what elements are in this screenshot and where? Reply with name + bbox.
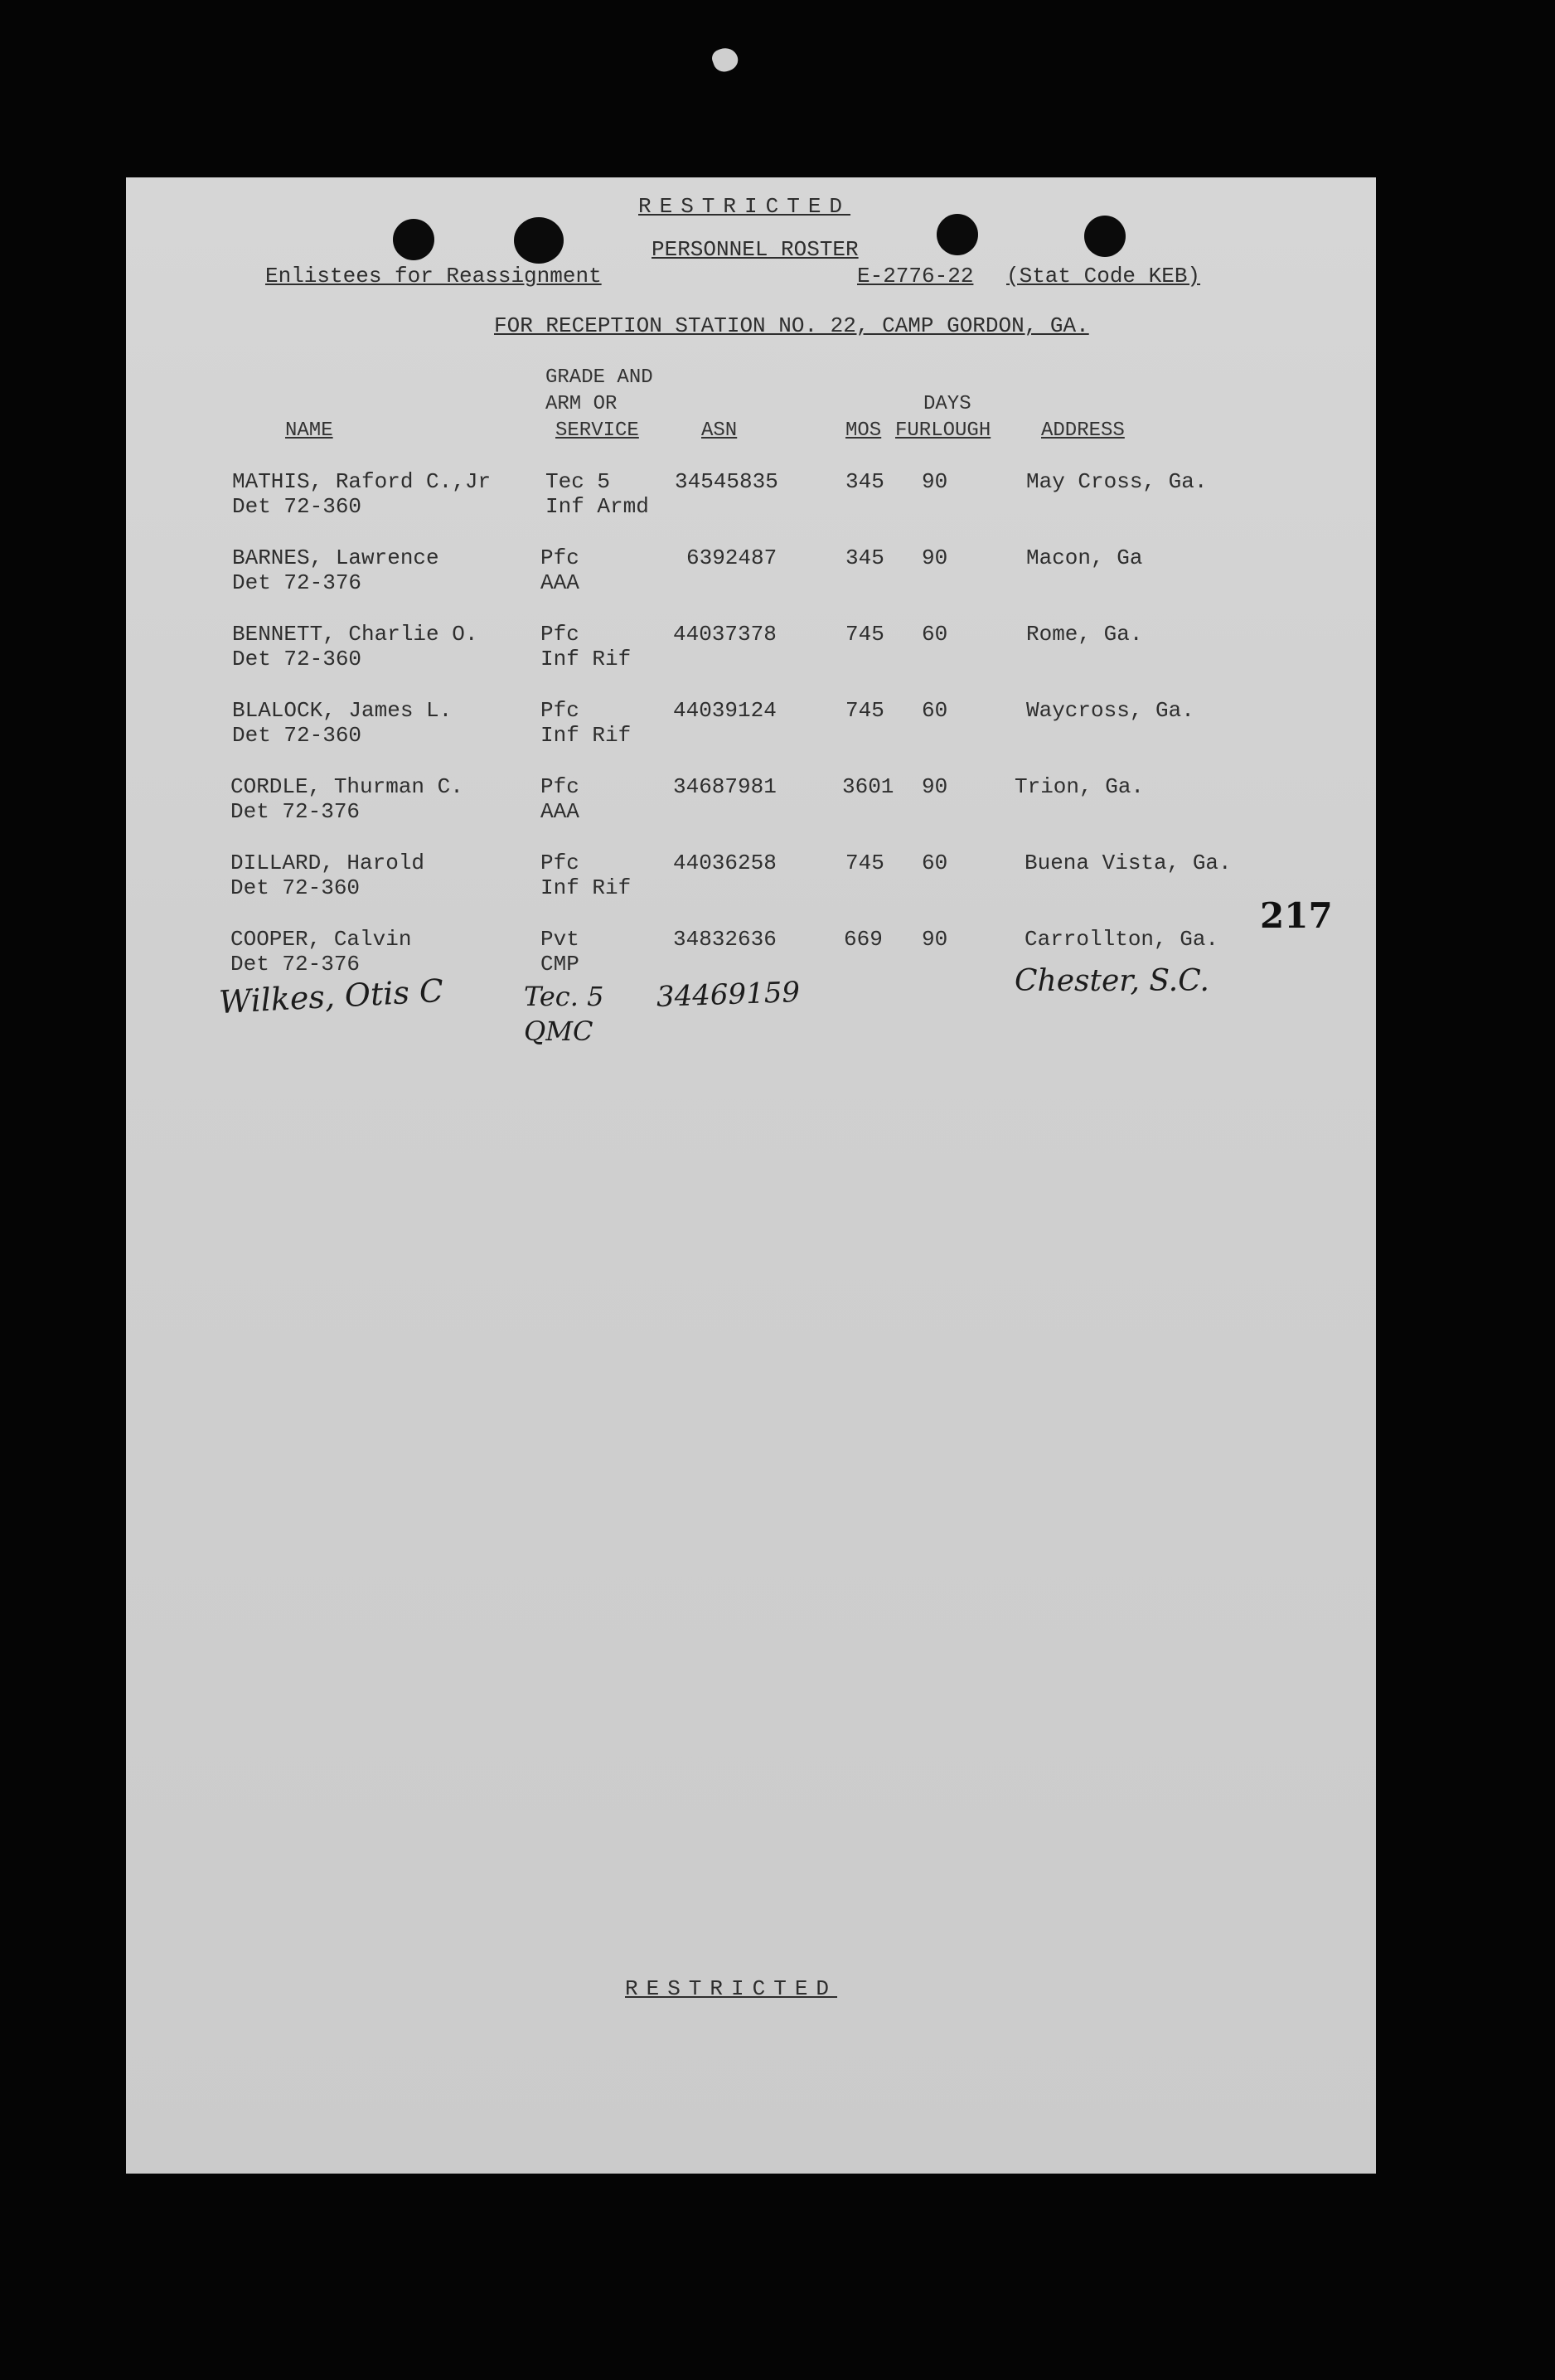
col-header-mos: MOS <box>845 419 882 442</box>
row-mos: 745 <box>845 622 884 647</box>
paper-tab <box>710 45 741 75</box>
row-det: Det 72-360 <box>230 875 361 900</box>
row-name: BLALOCK, James L. <box>232 698 453 723</box>
document-title: PERSONNEL ROSTER <box>652 237 859 262</box>
row-arm: AAA <box>540 799 579 824</box>
row-name: MATHIS, Raford C.,Jr <box>232 469 492 494</box>
row-mos: 745 <box>845 698 884 723</box>
row-arm: Inf Rif <box>540 723 632 748</box>
col-header-address: ADDRESS <box>1041 419 1125 442</box>
row-det: Det 72-360 <box>232 647 362 671</box>
row-asn: 44037378 <box>673 622 777 647</box>
col-header-name: NAME <box>285 419 333 442</box>
row-name: BARNES, Lawrence <box>232 545 439 570</box>
row-mos: 669 <box>844 927 883 952</box>
row-address: Waycross, Ga. <box>1026 698 1194 723</box>
row-arm: Inf Rif <box>540 875 632 900</box>
row-asn: 34687981 <box>673 774 777 799</box>
row-det: Det 72-376 <box>232 570 362 595</box>
col-header-asn: ASN <box>701 419 738 442</box>
handwritten-address: Chester, S.C. <box>1015 964 1209 998</box>
subtitle-left: Enlistees for Reassignment <box>265 264 602 288</box>
row-grade: Pvt <box>540 927 579 952</box>
row-days: 90 <box>922 469 948 494</box>
row-days: 60 <box>922 698 948 723</box>
handwritten-name: Wilkes, Otis C <box>218 972 445 1021</box>
row-address: Trion, Ga. <box>1015 774 1145 799</box>
row-asn: 6392487 <box>686 545 778 570</box>
classification-bottom: RESTRICTED <box>625 1976 838 2001</box>
row-arm: Inf Rif <box>540 647 632 671</box>
col-header-days-line1: DAYS <box>923 393 971 415</box>
col-header-grade-line2: ARM OR <box>545 393 618 415</box>
row-grade: Pfc <box>540 851 579 875</box>
col-header-days-line2: FURLOUGH <box>895 419 991 442</box>
row-grade: Pfc <box>540 622 579 647</box>
punch-hole <box>393 219 434 260</box>
row-name: CORDLE, Thurman C. <box>230 774 463 799</box>
row-asn: 44036258 <box>673 851 777 875</box>
row-address: May Cross, Ga. <box>1026 469 1208 494</box>
row-arm: AAA <box>540 570 579 595</box>
row-name: BENNETT, Charlie O. <box>232 622 478 647</box>
punch-hole <box>1084 216 1126 257</box>
row-det: Det 72-376 <box>230 799 361 824</box>
punch-hole <box>937 214 978 255</box>
row-days: 60 <box>922 851 948 875</box>
row-address: Buena Vista, Ga. <box>1025 851 1232 875</box>
page-number-stamp: 217 <box>1260 895 1333 936</box>
subtitle-right: E-2776-22 <box>857 264 974 288</box>
row-mos: 345 <box>845 545 884 570</box>
row-address: Carrollton, Ga. <box>1025 927 1219 952</box>
stat-code: (Stat Code KEB) <box>1006 264 1201 288</box>
row-address: Rome, Ga. <box>1026 622 1143 647</box>
row-det: Det 72-376 <box>230 952 361 977</box>
handwritten-grade: Tec. 5 <box>524 981 604 1012</box>
row-name: DILLARD, Harold <box>230 851 425 875</box>
row-name: COOPER, Calvin <box>230 927 412 952</box>
handwritten-asn: 34469159 <box>656 975 801 1015</box>
row-arm: CMP <box>540 952 579 977</box>
row-days: 60 <box>922 622 948 647</box>
row-mos: 345 <box>845 469 884 494</box>
row-asn: 34832636 <box>673 927 777 952</box>
row-grade: Pfc <box>540 545 579 570</box>
row-mos: 3601 <box>842 774 894 799</box>
row-mos: 745 <box>845 851 884 875</box>
row-asn: 44039124 <box>673 698 777 723</box>
classification-top: RESTRICTED <box>638 194 851 219</box>
punch-hole <box>514 217 564 264</box>
col-header-grade-line3: SERVICE <box>555 419 639 442</box>
row-grade: Pfc <box>540 774 579 799</box>
roster-page <box>126 177 1376 2174</box>
col-header-grade-line1: GRADE AND <box>545 366 653 389</box>
row-det: Det 72-360 <box>232 723 362 748</box>
row-arm: Inf Armd <box>545 494 649 519</box>
row-days: 90 <box>922 927 948 952</box>
handwritten-arm: QMC <box>524 1015 593 1047</box>
row-address: Macon, Ga <box>1026 545 1143 570</box>
row-grade: Tec 5 <box>545 469 611 494</box>
row-grade: Pfc <box>540 698 579 723</box>
station-line: FOR RECEPTION STATION NO. 22, CAMP GORDON, GA. <box>494 313 1089 338</box>
row-det: Det 72-360 <box>232 494 362 519</box>
row-asn: 34545835 <box>675 469 778 494</box>
row-days: 90 <box>922 545 948 570</box>
row-days: 90 <box>922 774 948 799</box>
